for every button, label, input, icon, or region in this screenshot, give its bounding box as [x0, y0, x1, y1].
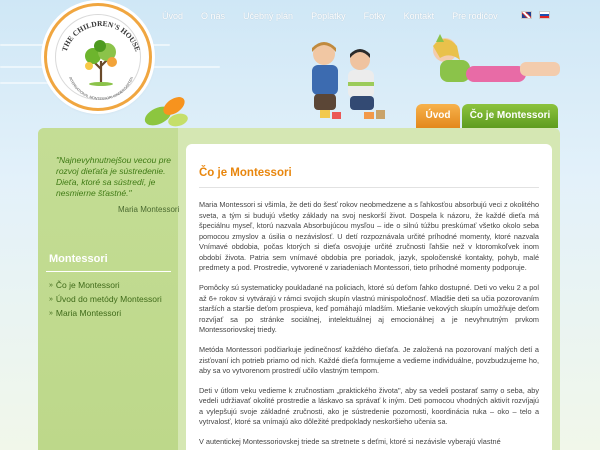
sidebar-item-uvod-do-metody[interactable] [49, 294, 162, 304]
logo-tree-icon [47, 6, 155, 114]
tab-co-je-montessori[interactable]: Čo je Montessori [462, 104, 558, 128]
page-title: Čo je Montessori [199, 167, 292, 179]
sidebar-quote: "Najnevyhnutnejšou vecou pre rozvoj dieťaťa je sústredenie. Dieťa, ktoré sa sústredí, je nesmierne šťastné." [56, 155, 172, 199]
chevron-right-icon: » [49, 309, 53, 317]
nav-poplatky[interactable]: Poplatky [311, 11, 346, 21]
title-divider [199, 187, 539, 188]
tab-uvod[interactable]: Úvod [416, 104, 460, 128]
sidebar-title: Montessori [49, 253, 108, 265]
sidebar-item-label: Čo je Montessori [55, 280, 120, 290]
chevron-right-icon: » [49, 281, 53, 289]
sidebar-item-co-je-montessori[interactable] [49, 280, 162, 290]
sidebar-divider [46, 271, 171, 272]
nav-o-nas[interactable]: O nás [201, 11, 226, 21]
nav-fotky[interactable]: Fotky [363, 11, 386, 21]
content-paragraph: Maria Montessori si všimla, že deti do šesť rokov neobmedzene a s ľahkosťou absorbujú veci z okolitého sveta, a tým si budujú všetky základy na svoj neskorší život. Dospela k názoru, že každé dieťa má špeciálnu myseľ, ktorú nazvala Absorbujúcou mysľou – ide o silnú túžbu preskúmať všetko okolo seba pomocou zmyslov a úsilia o nezávislosť. U detí rozpoznávala určité príhodné momenty, ktoré nazvala Vnímavé obdobia, počas ktorých si dieťa osvojuje určité zručnosti ľahšie než v ktoromkoľvek inom období života. Patria sem vnímavé obdobia pre poriadok, jazyk, spoločenské kontakty, pohyb, malé predmety a pod. Prostredie, vytvorené v zariadeniach Montessori, tieto príhodné momenty podporuje. [199, 200, 539, 273]
content-paragraph: Deti v útlom veku vedieme k zručnostiam „praktického života", aby sa vedeli postarať samy o seba, aby vedeli udržiavať okolité prostredie a láskavo sa správať k iným. Deti pomocou vhodných aktivít rozvíjajú a vylepšujú svoje základné zručnosti, ako je sústredenie pozornosti, koordinácia ruka – oko – telo a vytrvalosť, ktoré sa vnímajú ako dôležité predpoklady neskoršieho učenia sa. [199, 385, 539, 427]
sidebar-item-maria-montessori[interactable] [49, 308, 162, 318]
slovak-flag-icon[interactable] [539, 11, 550, 19]
nav-ucebny-plan[interactable]: Učebný plán [243, 11, 294, 21]
leaves-decoration-icon [140, 92, 192, 130]
logo-title-text: THE CHILDREN'S HOUSE [59, 18, 143, 53]
sidebar-item-label: Maria Montessori [55, 308, 122, 318]
nav-pre-rodicov[interactable]: Pre rodičov [452, 11, 498, 21]
top-navigation [162, 11, 516, 21]
nav-kontakt[interactable]: Kontakt [403, 11, 435, 21]
sidebar-item-label: Úvod do metódy Montessori [55, 294, 162, 304]
content-paragraph: Metóda Montessori podčiarkuje jedinečnosť každého dieťaťa. Je založená na pozorovaní malých detí a zisťovaní ich potrieb priamo od nich. Každé dieťa formujeme a vedieme individuálne, povzbudzujeme ho, aby sa vo vytvorenom prostredí učilo vlastným tempom. [199, 344, 539, 376]
sidebar-menu [49, 280, 162, 322]
chevron-right-icon: » [49, 295, 53, 303]
nav-uvod[interactable]: Úvod [162, 11, 184, 21]
content-area [186, 144, 552, 450]
english-flag-icon[interactable] [521, 11, 532, 19]
content-paragraph: Pomôcky sú systematicky poukladané na policiach, ktoré sú deťom ľahko dostupné. Deti vo veku 2 a pol až 6+ rokov si vytvárajú v rámci svojich skupín vlastnú minispoločnosť. Mladšie deti sa učia pozorovaním starších a staršie deťom prospieva, keď pomáhajú mladším. Miešanie vekových skupín umožňuje deťom rozvíjať sa po stránke sociálnej, intelektuálnej aj emocionálnej a je nevyhnutným prvkom Montessoriovskej triedy. [199, 283, 539, 335]
logo-subtitle-text: INTERNATIONAL MONTESSORI KINDERGARTEN [68, 76, 134, 102]
content-paragraph: V autentickej Montessoriovskej triede sa stretnete s deťmi, ktoré si nezávisle vyberajú vlastné [199, 436, 501, 446]
quote-author: Maria Montessori [118, 205, 180, 214]
site-logo[interactable] [44, 3, 152, 111]
language-switcher [521, 11, 550, 19]
